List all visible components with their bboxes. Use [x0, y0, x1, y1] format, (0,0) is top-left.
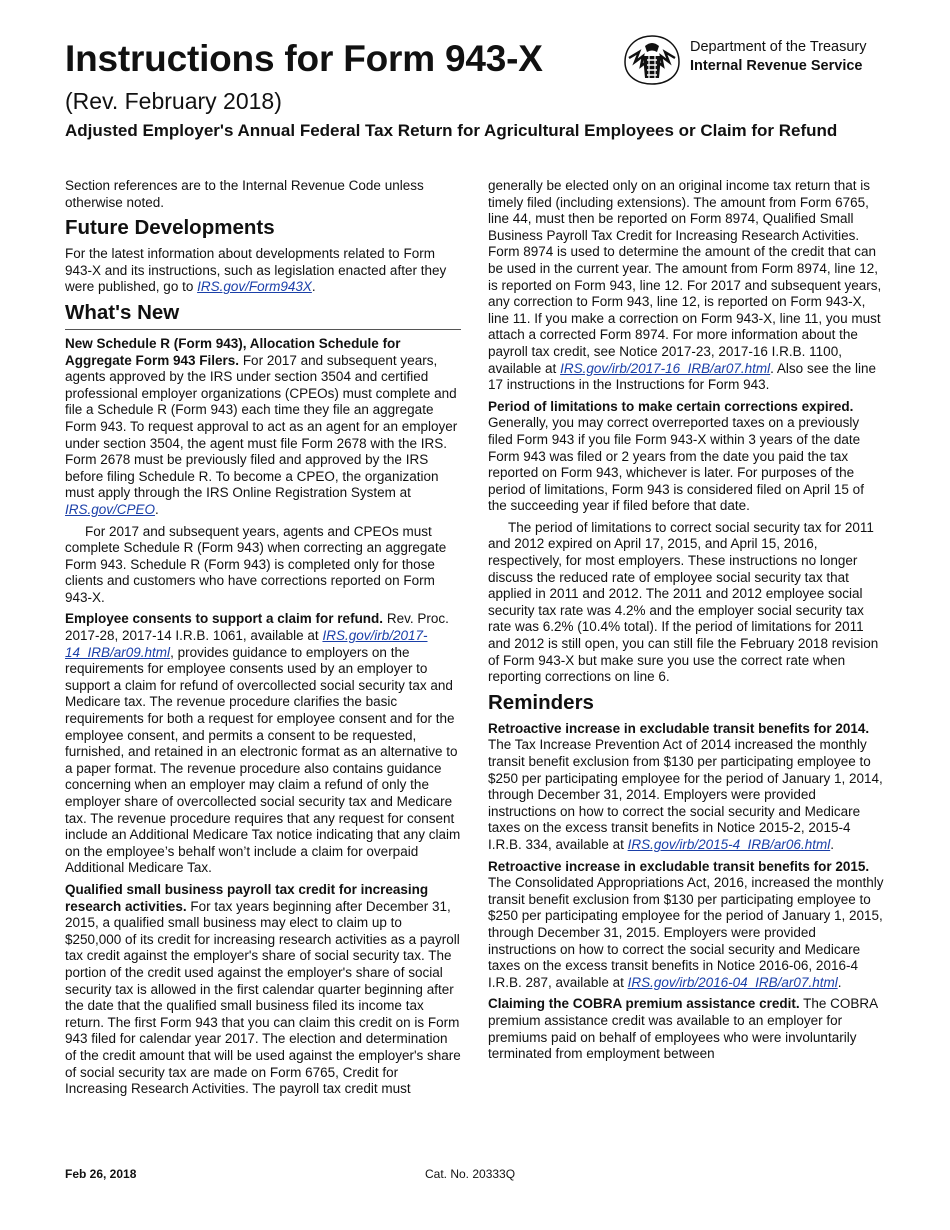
document-title: Instructions for Form 943-X	[65, 38, 543, 79]
intro-paragraph: Section references are to the Internal Revenue Code unless otherwise noted.	[65, 178, 424, 210]
payroll-credit-continued: generally be elected only on an original income tax return that is timely filed (including extensions). The amount from Form 6765, line 44, must then be reported on Form 8974, Qualified Small Business Payroll Tax Credit for Increasing Research Activities. Form 8974 is used to determine the amount of the credit that can be used in the current year. The amount from Form 8974, line 12, is reported on Form 943, line 12. For 2017 and subsequent years, any correction to Form 943, line 12, is reported on Form 943-X, line 11. If you make a correction on Form 943-X, line 11, you must attach a corrected Form 8974. For more information about the payroll tax credit, see Notice 2017-23, 2017-16 I.R.B. 1100, available at IRS.gov/irb/2017-16_IRB/ar07.html. Also see the line 17 instructions in the Instructions for Form 943.	[488, 178, 882, 393]
form943x-link[interactable]: IRS.gov/Form943X	[197, 279, 312, 295]
revision-date: (Rev. February 2018)	[65, 88, 282, 114]
future-developments-paragraph: For the latest information about developments related to Form 943-X and its instructions, such as legislation enacted after they were published, go to IRS.gov/Form943X.	[65, 246, 447, 295]
schedule-r-paragraph-2: For 2017 and subsequent years, agents and CPEOs must complete Schedule R (Form 943) when correcting an aggregate Form 943. Schedule R (Form 943) is completed only for those clients and customers who have corrections reported on Form 943-X.	[65, 523, 447, 605]
irb-2015-4-link[interactable]: IRS.gov/irb/2015-4_IRB/ar06.html	[627, 836, 831, 852]
right-column	[488, 178, 884, 1068]
future-developments-heading: Future Developments	[65, 216, 275, 240]
agency-block	[690, 38, 867, 76]
whats-new-heading: What's New	[65, 301, 461, 330]
transit-2015-paragraph: Retroactive increase in excludable transit benefits for 2015. The Consolidated Appropriations Act, 2016, increased the monthly transit benefit exclusion from $130 per participating employee to $250 per participating employee for the period of January 1, 2015, through December 31, 2015. Employers were provided instructions on how to correct the social security and Medicare taxes on the excess transit benefits in Notice 2016-06, 2016-4 I.R.B. 287, available at IRS.gov/irb/2016-04_IRB/ar07.html.	[488, 858, 884, 990]
period-limitations-paragraph: Period of limitations to make certain corrections expired. Generally, you may correct overreported taxes on a previously filed Form 943 if you file Form 943-X within 3 years of the date Form 943 was filed or 2 years from the date you paid the tax reported on Form 943, whichever is later. For purposes of the period of limitations, Form 943 is considered filed on April 15 of the succeeding year if filed before that date.	[488, 398, 864, 514]
irs-eagle-logo-icon	[621, 32, 683, 88]
agency-line-1: Department of the Treasury	[690, 39, 867, 55]
transit-2014-paragraph: Retroactive increase in excludable transit benefits for 2014. The Tax Increase Prevention Act of 2014 increased the monthly transit benefit exclusion from $130 per participating employee to $250 per participating employee for the period of January 1, 2014, through December 31, 2014. Employers were provided instructions on how to correct the social security and Medicare taxes on the excess transit benefits in Notice 2015-2, 2015-4 I.R.B. 334, available at IRS.gov/irb/2015-4_IRB/ar06.html.	[488, 720, 883, 852]
reminders-heading: Reminders	[488, 690, 594, 714]
agency-line-2: Internal Revenue Service	[690, 58, 863, 74]
footer-catalog-number: Cat. No. 20333Q	[425, 1167, 516, 1181]
cobra-paragraph: Claiming the COBRA premium assistance credit. The COBRA premium assistance credit was available to an employer for premiums paid on behalf of employees who were involuntarily terminated from employment between	[488, 996, 878, 1062]
footer-date: Feb 26, 2018	[65, 1167, 137, 1181]
cpeo-link[interactable]: IRS.gov/CPEO	[65, 501, 156, 517]
irb-2017-16-link[interactable]: IRS.gov/irb/2017-16_IRB/ar07.html	[560, 360, 771, 376]
left-column	[65, 178, 461, 1103]
irb-2016-04-link[interactable]: IRS.gov/irb/2016-04_IRB/ar07.html	[627, 974, 838, 990]
period-limitations-paragraph-2: The period of limitations to correct social security tax for 2011 and 2012 expired on April 17, 2015, and April 15, 2016, respectively, for most employers. These instructions no longer discuss the reduced rate of employee social security tax that applied in 2011 and 2012. The 2011 and 2012 employee social security tax rate was 4.2% and the employer social security tax rate was 6.2% (10.4% total). If the period of limitations for 2011 and 2012 is still open, you can still file the February 2018 revision of Form 943-X but make sure you use the correct rate when reporting corrections on line 6.	[488, 519, 879, 685]
document-subtitle: Adjusted Employer's Annual Federal Tax Return for Agricultural Employees or Claim for Refund	[65, 121, 838, 140]
irb-2017-14-link[interactable]: IRS.gov/irb/2017-14_IRB/ar09.html	[65, 628, 428, 660]
payroll-credit-paragraph: Qualified small business payroll tax credit for increasing research activities. For tax years beginning after December 31, 2015, a qualified small business may elect to claim up to $250,000 of its credit for increasing research activities as a payroll tax credit against the employer's share of social security tax. The portion of the credit used against the employer's share of social security tax is allowed in the first calendar quarter beginning after the date that the qualified small business filed its income tax return. The first Form 943 that you can claim this credit on is Form 943 filed for calendar year 2017. The election and determination of the credit amount that will be used against the employer's share of social security tax are made on Form 6765, Credit for Increasing Research Activities. The payroll tax credit must	[65, 881, 461, 1097]
employee-consents-paragraph: Employee consents to support a claim for refund. Rev. Proc. 2017-28, 2017-14 I.R.B. 1061, available at IRS.gov/irb/2017-14_IRB/ar09.html, provides guidance to employers on the requirements for employee consents used by an employer to support a claim for refund of overcollected social security tax and Medicare tax. The revenue procedure clarifies the basic requirements for both a request for employee consent and for the employee consent, and permits a consent to be requested, furnished, and retained in an electronic format as an alternative to a paper format. The revenue procedure also contains guidance concerning when an employer may claim a refund of only the employer share of overcollected social security tax and Medicare tax. The revenue procedure requires that any request for consent include an Additional Medicare Tax notice indicating that any claim on the employee’s behalf won’t include a claim for overpaid Additional Medicare Tax.	[65, 611, 461, 876]
schedule-r-paragraph: New Schedule R (Form 943), Allocation Schedule for Aggregate Form 943 Filers. For 2017 and subsequent years, agents approved by the IRS under section 3504 and certified professional employer organizations (CPEOs) must complete and file a Schedule R (Form 943) each time they file an aggregate Form 943. To request approval to act as an agent for an employer under section 3504, the agent must file Form 2678 with the IRS. Form 2678 must be previously filed and approved by the IRS before filing Schedule R. To become a CPEO, the organization must apply through the IRS Online Registration System at IRS.gov/CPEO.	[65, 335, 458, 517]
